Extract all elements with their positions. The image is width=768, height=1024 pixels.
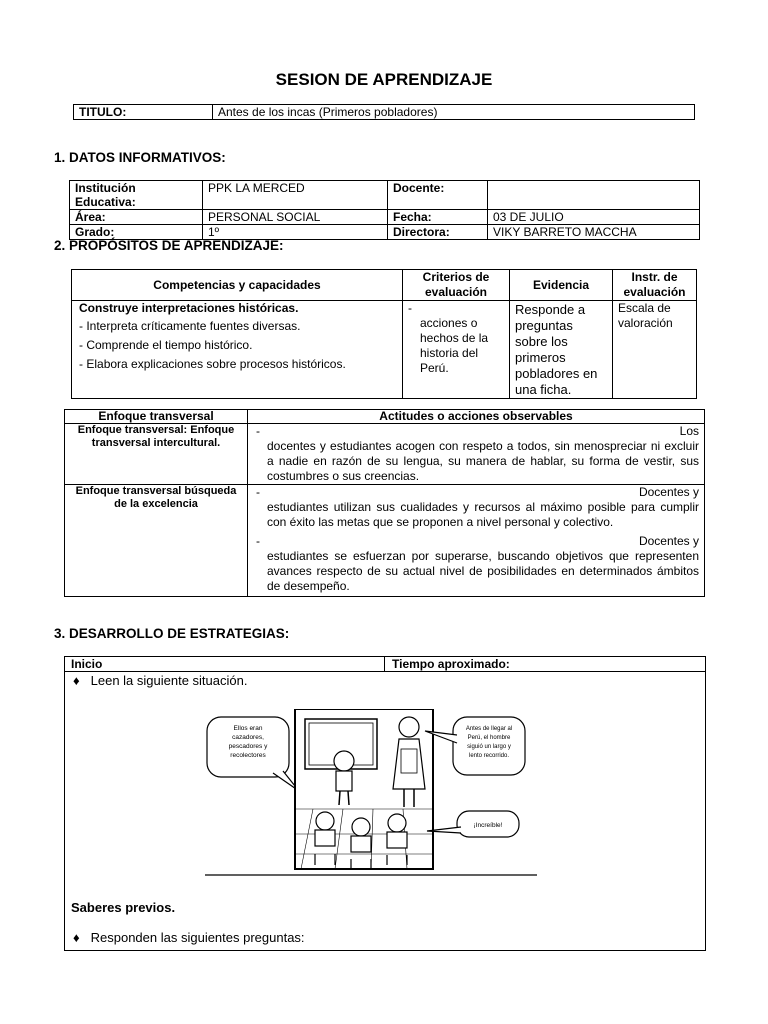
fecha-label: Fecha: [388, 210, 488, 225]
section-datos-heading: 1. DATOS INFORMATIVOS: [54, 150, 226, 165]
titulo-value: Antes de los incas (Primeros pobladores) [213, 105, 695, 120]
section-propositos-heading: 2. PROPÓSITOS DE APRENDIZAJE: [54, 238, 284, 253]
svg-text:cazadores,: cazadores, [232, 734, 264, 741]
header-criterios: Criterios de evaluación [403, 270, 510, 301]
classroom-illustration [203, 709, 543, 879]
propositos-table [71, 269, 697, 399]
svg-text:lento recorrido.: lento recorrido. [468, 753, 510, 759]
svg-text:Antes de llegar al: Antes de llegar al [465, 726, 513, 732]
actitud-lead: - Los [679, 424, 699, 438]
grado-label: Grado: [70, 225, 203, 240]
header-instrumento: Instr. de evaluación [613, 270, 697, 301]
actitud-lead: - Docentes y [638, 534, 699, 548]
area-value: PERSONAL SOCIAL [203, 210, 388, 225]
tiempo-label: Tiempo aproximado: [392, 657, 510, 671]
page-title: SESION DE APRENDIZAJE [275, 70, 493, 89]
criterio-dash: - [408, 301, 412, 315]
header-divider [384, 657, 385, 671]
institucion-label: Institución Educativa: [70, 181, 203, 210]
bullet-responden [73, 930, 305, 945]
svg-text:recolectores: recolectores [230, 752, 266, 759]
svg-text:¡Increíble!: ¡Increíble! [473, 822, 503, 829]
evidencia-text: Responde a preguntas sobre los primeros pobladores en una ficha. [510, 301, 613, 399]
criterio-text: acciones o hechos de la historia del Perú. [420, 316, 489, 375]
actitud-text: docentes y estudiantes acogen con respeto a todos, sin menospreciar ni excluir a nadie en razón de su lengua, su manera de hablar, su forma de vestir, sus costumbres o sus creencias. [267, 439, 699, 483]
docente-label: Docente: [388, 181, 488, 210]
area-label: Área: [70, 210, 203, 225]
speech-bubble-right [425, 717, 525, 775]
actitud-item [253, 534, 699, 594]
inicio-label: Inicio [71, 657, 103, 671]
datos-table [69, 180, 700, 240]
titulo-table [73, 104, 695, 120]
directora-value: VIKY BARRETO MACCHA [488, 225, 700, 240]
actitud-item [253, 424, 699, 484]
desarrollo-header-row [65, 657, 705, 672]
enfoque-excelencia: Enfoque transversal búsqueda de la excelencia [65, 485, 248, 597]
capacidad-item: - Elabora explicaciones sobre procesos históricos. [79, 355, 397, 374]
svg-text:Perú, el hombre: Perú, el hombre [467, 735, 511, 741]
actitud-item [253, 485, 699, 530]
desarrollo-box [64, 656, 706, 951]
svg-text:pescadores y: pescadores y [228, 743, 268, 750]
section-desarrollo-heading: 3. DESARROLLO DE ESTRATEGIAS: [54, 626, 290, 641]
grado-value: 1º [203, 225, 388, 240]
actitud-text: estudiantes utilizan sus cualidades y recursos al máximo posible para cumplir con éxito las metas que se proponen a nivel personal y colectivo. [267, 500, 699, 529]
capacidad-item: - Interpreta críticamente fuentes diversas. [79, 317, 397, 336]
bullet-leen-text: Leen la siguiente situación. [90, 673, 248, 688]
instrumento-text: Escala de valoración [613, 301, 697, 399]
docente-value [488, 181, 700, 210]
header-evidencia: Evidencia [510, 270, 613, 301]
header-competencias: Competencias y capacidades [72, 270, 403, 301]
bullet-leen [73, 673, 247, 688]
header-enfoque: Enfoque transversal [65, 410, 248, 424]
fecha-value: 03 DE JULIO [488, 210, 700, 225]
actitud-lead: - Docentes y [638, 485, 699, 499]
speech-bubble-bottom [427, 811, 519, 837]
saberes-previos-heading: Saberes previos. [71, 900, 176, 915]
bullet-responden-text: Responden las siguientes preguntas: [90, 930, 305, 945]
svg-text:Ellos eran: Ellos eran [233, 725, 263, 732]
enfoque-intercultural: Enfoque transversal: Enfoque transversal intercultural. [65, 424, 248, 485]
diamond-bullet-icon: ♦ [73, 930, 80, 945]
directora-label: Directora: [388, 225, 488, 240]
diamond-bullet-icon: ♦ [73, 673, 80, 688]
svg-text:siguió un largo y: siguió un largo y [467, 744, 511, 750]
titulo-label: TITULO: [74, 105, 213, 120]
speech-bubble-left [207, 717, 299, 791]
header-actitudes: Actitudes o acciones observables [248, 410, 705, 424]
actitud-text: estudiantes se esfuerzan por superarse, buscando objetivos que representen avances respecto de su actual nivel de posibilidades en determinados ámbitos de desempeño. [267, 549, 699, 593]
enfoques-table [64, 409, 705, 597]
competencia-title: Construye interpretaciones históricas. [79, 301, 299, 315]
capacidad-item: - Comprende el tiempo histórico. [79, 336, 397, 355]
institucion-value: PPK LA MERCED [203, 181, 388, 210]
